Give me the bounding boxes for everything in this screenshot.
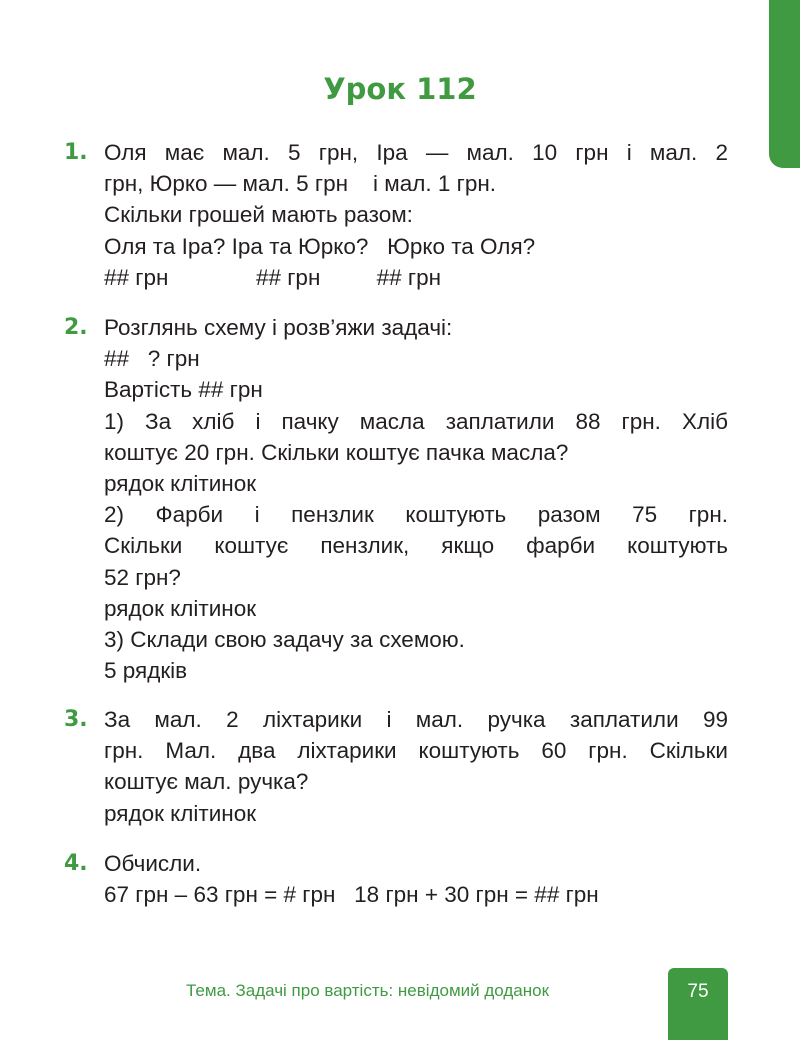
task-line: Вартість ## грн (104, 377, 263, 403)
task-line: 3) Склади свою задачу за схемою. (104, 627, 465, 653)
task-line: рядок клітинок (104, 471, 257, 497)
task-line: Скільки коштує пензлик, якщо фарби коштують (104, 533, 728, 559)
task-line: 52 грн? (104, 564, 181, 590)
task-line: Розглянь схему і розв’яжи задачі: (104, 315, 453, 340)
task-line: рядок клітинок (104, 595, 257, 621)
task-line: ## грн ## грн ## грн (104, 264, 442, 290)
task-line: грн, Юрко — мал. 5 грн і мал. 1 грн. (104, 171, 497, 197)
task-line: 67 грн – 63 грн = # грн 18 грн + 30 грн = ## грн (104, 882, 599, 908)
task-line: Оля та Іра? Іра та Юрко? Юрко та Оля? (104, 233, 536, 259)
task-number: 4. (64, 851, 88, 876)
task-line: рядок клітинок (104, 800, 257, 826)
task-line: Скільки грошей мають разом: (104, 202, 413, 228)
task-number: 2. (64, 315, 88, 340)
task-number: 1. (64, 140, 88, 165)
page-title: Урок 112 (323, 72, 477, 106)
page-number: 75 (687, 981, 709, 1002)
task-line: Обчисли. (104, 851, 202, 876)
task-line: 2) Фарби і пензлик коштують разом 75 грн. (104, 502, 728, 528)
task-number: 3. (64, 707, 88, 732)
page-number-box (668, 968, 728, 1040)
task-3 (64, 704, 728, 829)
task-line: ## ? грн (104, 346, 200, 372)
task-line: За мал. 2 ліхтарики і мал. ручка заплатили 99 (104, 707, 728, 732)
task-line: 5 рядків (104, 658, 188, 684)
task-line: Оля має мал. 5 грн, Іра — мал. 10 грн і мал. 2 (104, 140, 728, 165)
task-4 (64, 848, 728, 910)
footer-topic: Тема. Задачі про вартість: невідомий доданок (186, 981, 550, 1000)
task-line: коштує мал. ручка? (104, 769, 309, 795)
task-2 (64, 312, 728, 686)
task-line: 1) За хліб і пачку масла заплатили 88 грн. Хліб (104, 408, 728, 434)
task-1 (64, 137, 728, 293)
task-line: грн. Мал. два ліхтарики коштують 60 грн. Скільки (104, 738, 728, 764)
task-line: коштує 20 грн. Скільки коштує пачка масла? (104, 439, 569, 465)
